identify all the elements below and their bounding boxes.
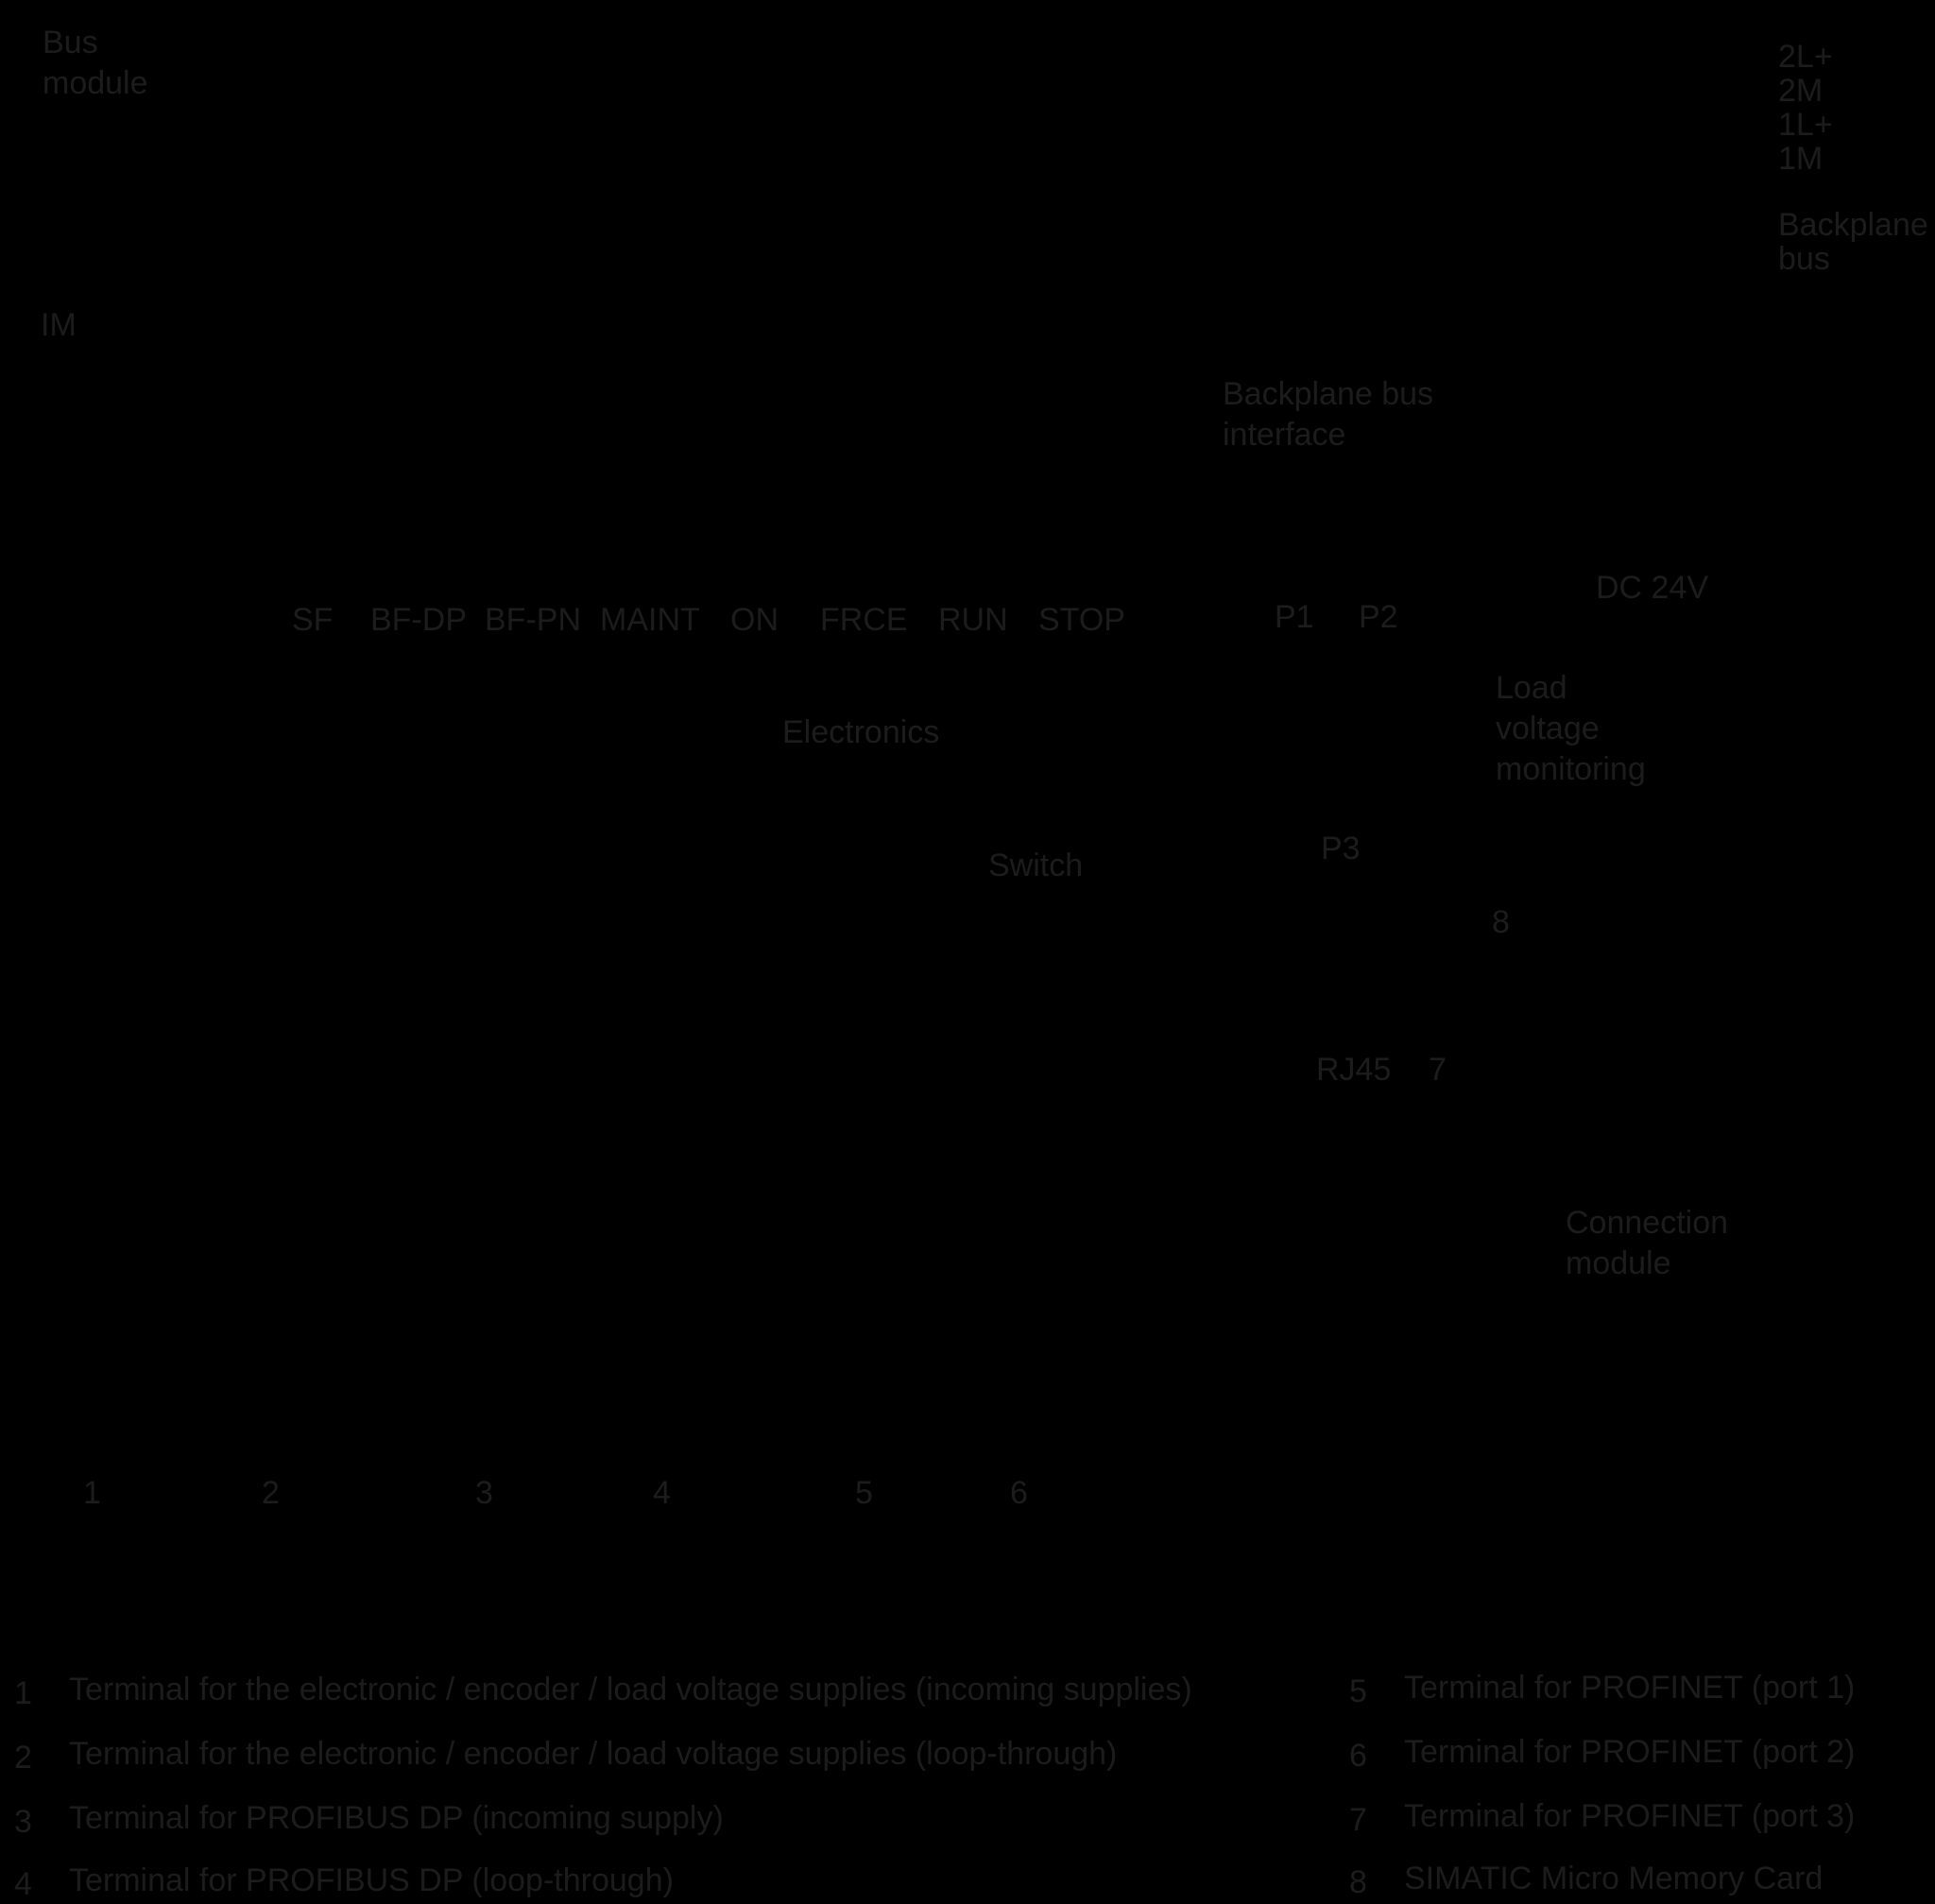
callout-7: 7 xyxy=(1429,1052,1447,1088)
legend-item-text: Terminal for PROFINET (port 1) xyxy=(1404,1670,1856,1706)
legend-item-number: 4 xyxy=(14,1866,32,1902)
im-label: IM xyxy=(41,307,77,343)
terminal-number-6: 6 xyxy=(1010,1475,1028,1511)
legend-item-number: 8 xyxy=(1349,1864,1367,1900)
terminal-number-3: 3 xyxy=(475,1475,493,1511)
dc-24v-label: DC 24V xyxy=(1596,570,1709,606)
terminal-number-2: 2 xyxy=(262,1475,280,1511)
legend-item-text: Terminal for PROFINET (port 2) xyxy=(1404,1734,1856,1770)
legend-item-text: Terminal for PROFIBUS DP (incoming supply) xyxy=(69,1800,724,1836)
legend-item-text: Terminal for PROFIBUS DP (loop-through) xyxy=(69,1862,674,1898)
connection-module-label: Connection module xyxy=(1566,1205,1729,1281)
legend-item-number: 1 xyxy=(14,1675,32,1711)
terminal-number-1: 1 xyxy=(83,1475,101,1511)
led-bf-pn: BF-PN xyxy=(485,602,581,638)
legend-item-text: Terminal for PROFINET (port 3) xyxy=(1404,1798,1856,1834)
led-stop: STOP xyxy=(1038,602,1125,638)
callout-8: 8 xyxy=(1492,904,1510,940)
terminal-number-5: 5 xyxy=(855,1475,873,1511)
terminal-number-4: 4 xyxy=(653,1475,671,1511)
port-p3-label: P3 xyxy=(1321,831,1361,866)
backplane-bus-label: Backplane bus xyxy=(1778,207,1928,277)
legend-item-number: 7 xyxy=(1349,1802,1367,1838)
legend-item-text: Terminal for the electronic / encoder / load voltage supplies (incoming supplies) xyxy=(69,1672,1192,1707)
led-maint: MAINT xyxy=(600,602,700,638)
legend-item-number: 6 xyxy=(1349,1738,1367,1774)
led-on: ON xyxy=(730,602,779,638)
port-p1-label: P1 xyxy=(1275,599,1314,635)
port-p2-label: P2 xyxy=(1359,599,1398,635)
backplane-bus-interface-label: Backplane bus interface xyxy=(1223,376,1434,453)
rj45-label: RJ45 xyxy=(1316,1052,1392,1088)
led-run: RUN xyxy=(938,602,1008,638)
legend-item-text: SIMATIC Micro Memory Card xyxy=(1404,1861,1824,1896)
supply-terminals-label: 2L+ 2M 1L+ 1M xyxy=(1778,39,1833,177)
load-voltage-monitoring-label: Load voltage monitoring xyxy=(1496,670,1646,787)
legend-item-text: Terminal for the electronic / encoder / load voltage supplies (loop-through) xyxy=(69,1736,1118,1772)
legend-item-number: 3 xyxy=(14,1804,32,1840)
switch-label: Switch xyxy=(988,848,1084,883)
bus-module-label: Bus module xyxy=(43,25,148,101)
led-bf-dp: BF-DP xyxy=(370,602,467,638)
led-sf: SF xyxy=(292,602,334,638)
legend-item-number: 5 xyxy=(1349,1673,1367,1709)
electronics-label: Electronics xyxy=(782,714,940,750)
legend-item-number: 2 xyxy=(14,1740,32,1775)
led-frce: FRCE xyxy=(820,602,908,638)
